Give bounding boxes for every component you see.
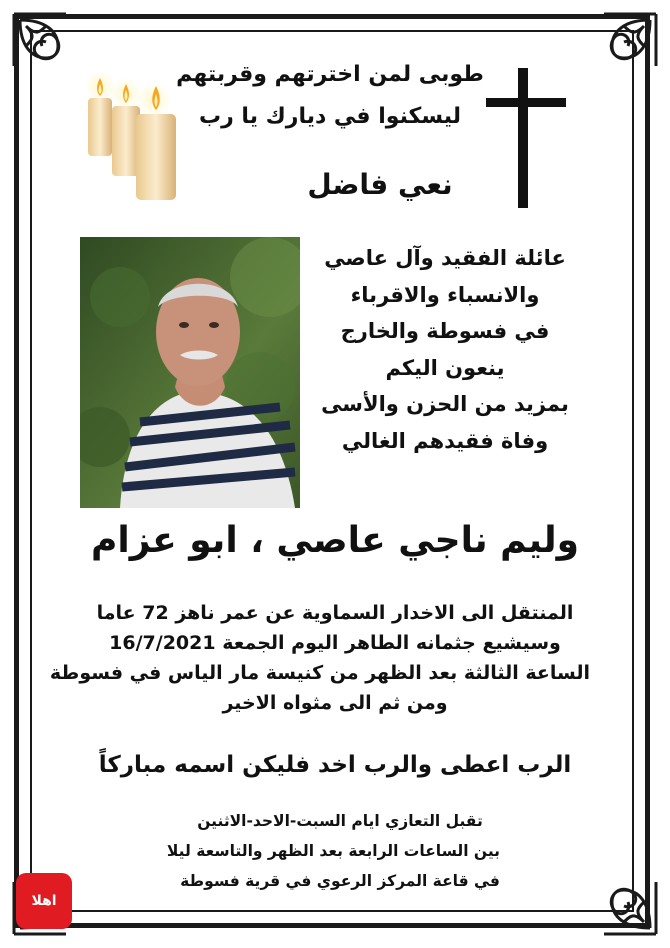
- family-line: عائلة الفقيد وآل عاصي: [324, 246, 566, 270]
- family-line: بمزيد من الحزن والأسى: [321, 392, 569, 417]
- verse-line-1: طوبى لمن اخترتهم وقربتهم: [176, 62, 484, 87]
- deceased-name: وليم ناجي عاصي ، ابو عزام: [90, 520, 580, 561]
- funeral-details: [49, 598, 590, 718]
- blessing-text: الرب اعطى والرب اخد فليكن اسمه مباركاً: [98, 752, 572, 778]
- details-line: الساعة الثالثة بعد الظهر من كنيسة مار الياس في فسوطة: [49, 662, 590, 684]
- details-line: ومن ثم الى مثواه الاخير: [222, 692, 448, 714]
- page-title: نعي فاضل: [307, 168, 453, 201]
- site-logo[interactable]: اهلا: [16, 873, 72, 929]
- family-line: وفاة فقيدهم الغالي: [341, 428, 549, 453]
- family-announcement: [300, 240, 590, 460]
- family-line: ينعون اليكم: [385, 355, 505, 380]
- condolences-info: [166, 806, 500, 896]
- family-line: في فسوطة والخارج: [340, 319, 550, 344]
- cross-icon: [486, 68, 566, 208]
- deceased-photo: [80, 237, 300, 508]
- corner-ornament-top-right: [554, 6, 664, 116]
- family-line: والانسباء والاقرباء: [350, 282, 540, 307]
- condolences-line: في قاعة المركز الرعوي في قرية فسوطة: [180, 872, 500, 890]
- condolences-line: تقبل التعازي ايام السبت-الاحد-الاثنين: [197, 812, 483, 830]
- verse-line-2: ليسكنوا في ديارك يا رب: [199, 104, 461, 129]
- condolences-line: بين الساعات الرابعة بعد الظهر والتاسعة ليلا: [166, 842, 500, 860]
- corner-ornament-bottom-right: [554, 832, 664, 942]
- details-line: وسيشيع جثمانه الطاهر اليوم الجمعة 16/7/2021: [109, 632, 561, 654]
- details-line: المنتقل الى الاخدار السماوية عن عمر ناهز 72 عاما: [96, 602, 574, 624]
